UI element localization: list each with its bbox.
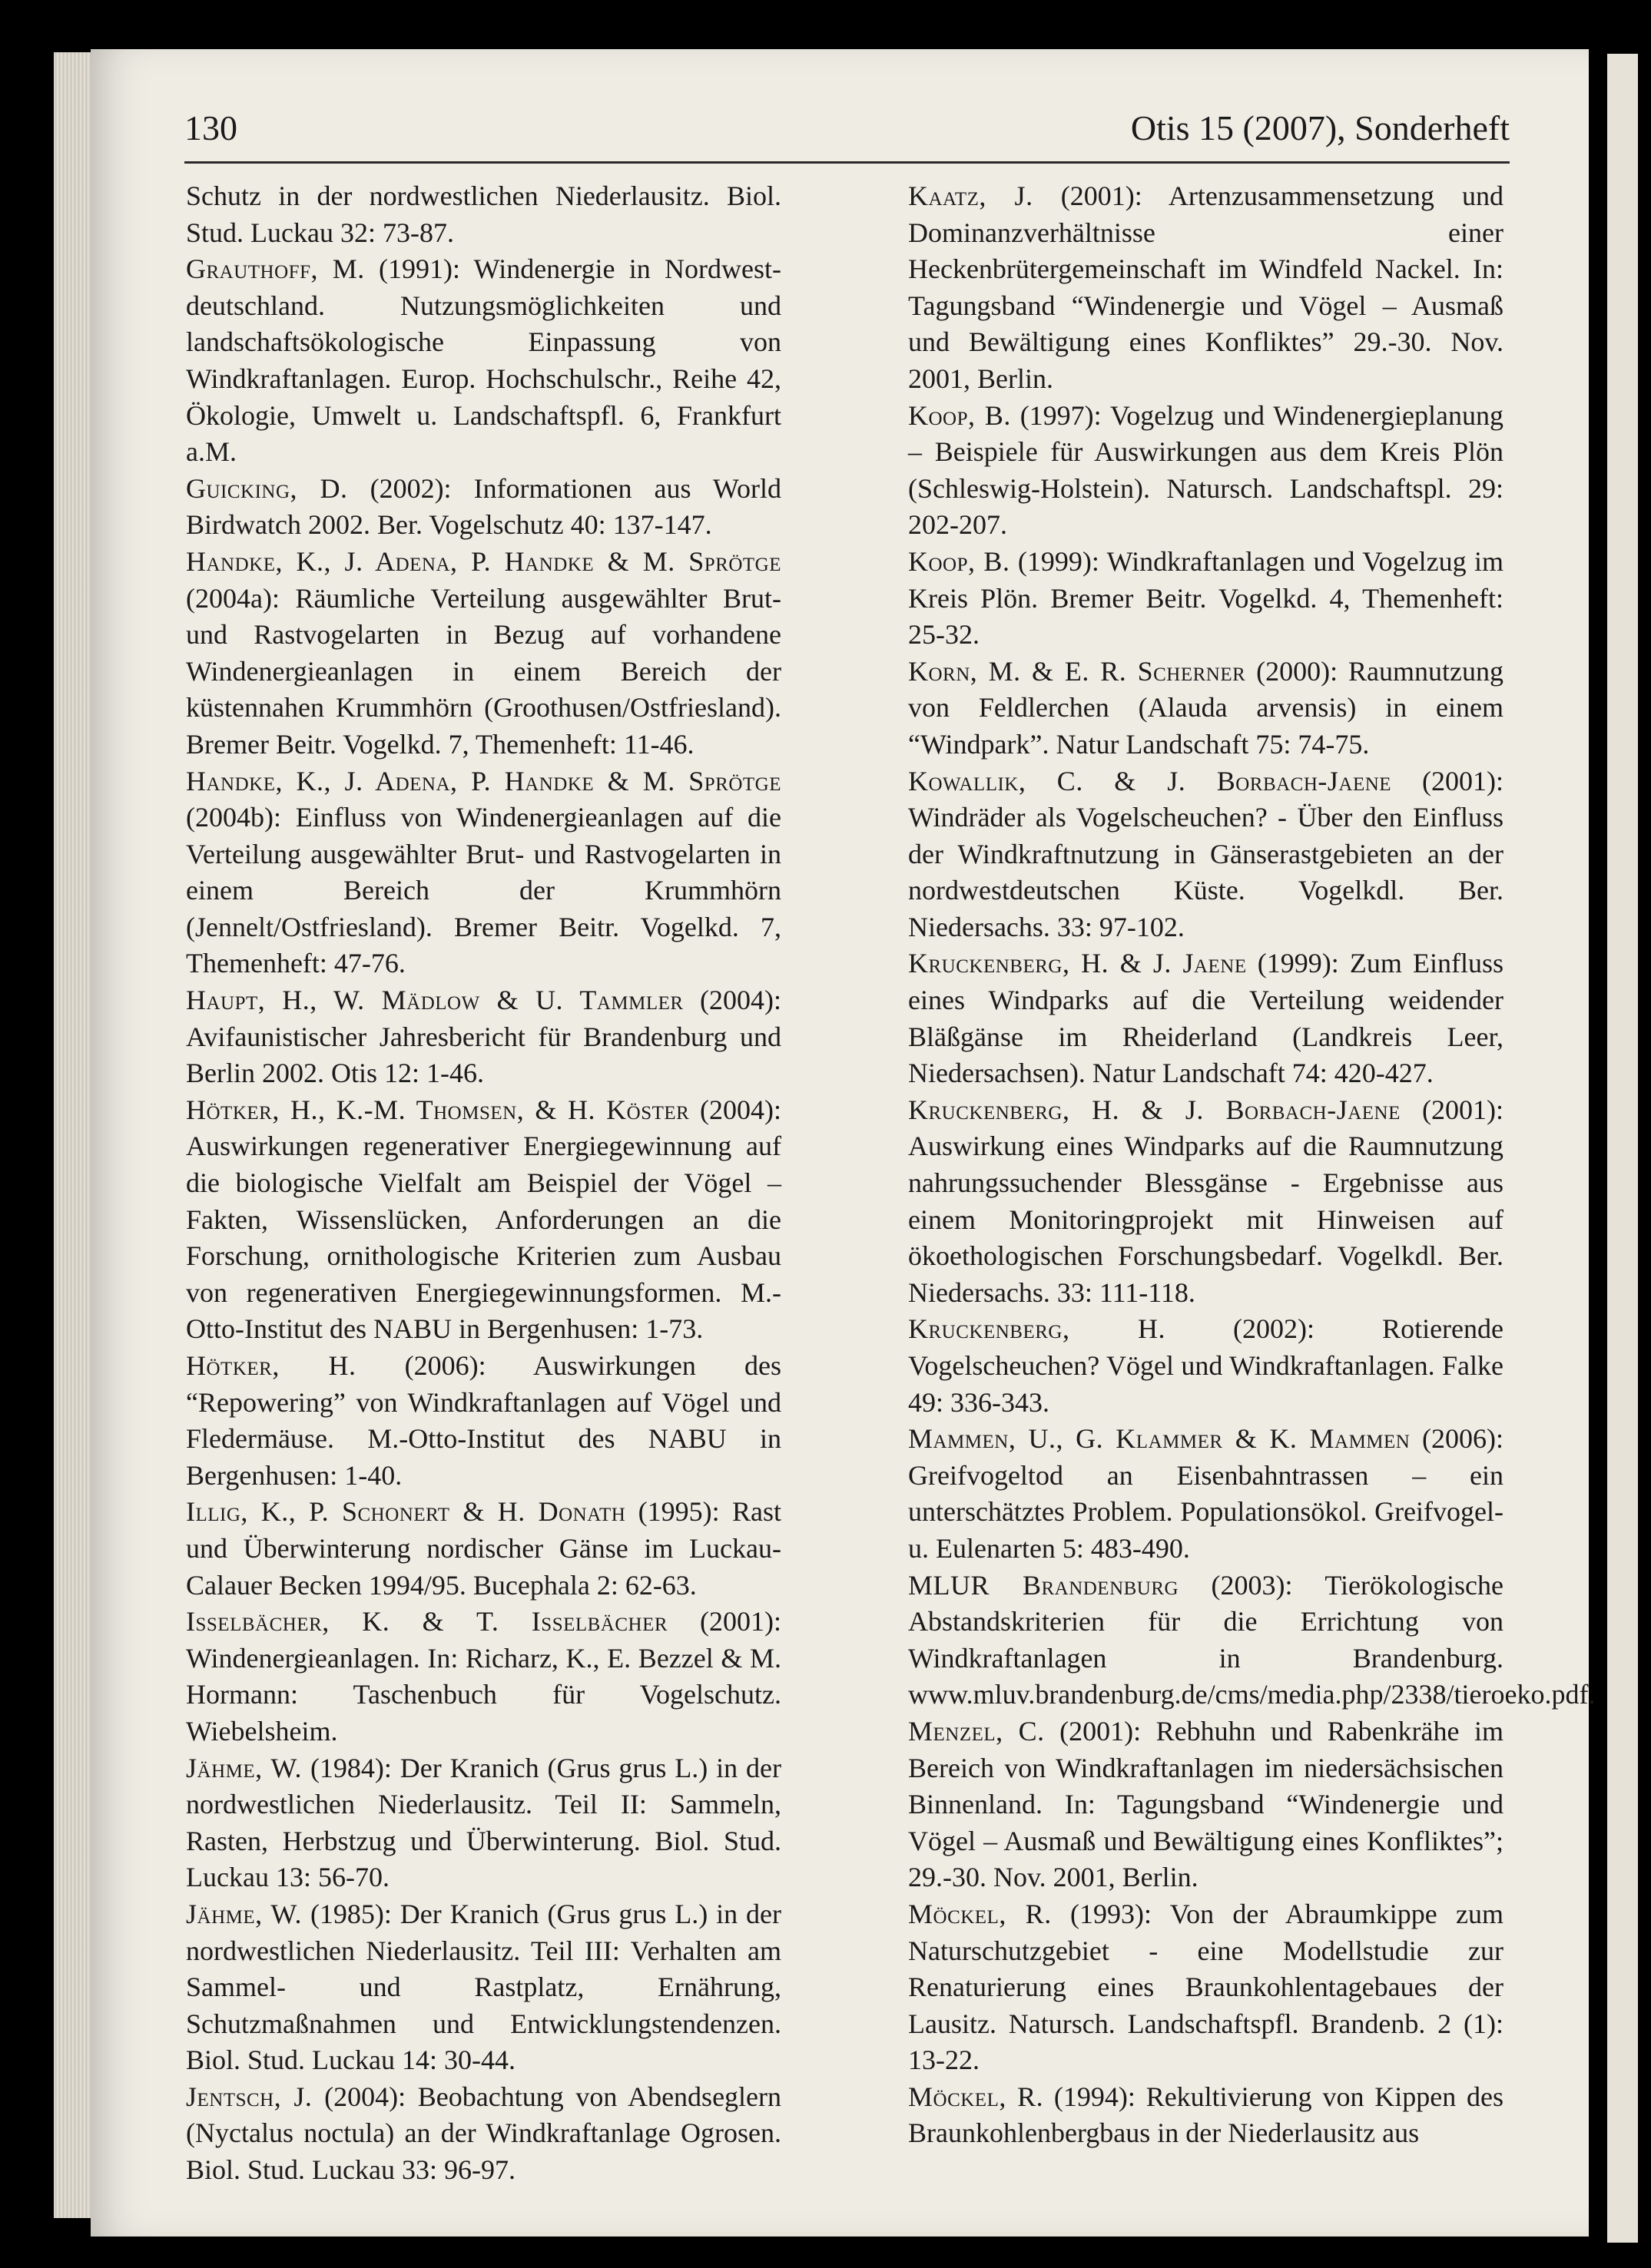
reference-entry <box>908 1311 1503 1421</box>
reference-entry <box>186 1348 781 1494</box>
reference-entry <box>908 654 1503 763</box>
reference-text: (2001): Rebhuhn und Rabenkrähe im Bereich von Windkraftanlagen im niedersächsischen Binnenland. In: Tagungsband “Windenergie und Vögel – Ausmaß und Bewältigung eines Konfliktes”; 29.-30. Nov. 2001, Berlin. <box>908 1715 1503 1893</box>
reference-text: (2000): Raumnutzung von Feldlerchen (Alauda arvensis) in einem “Windpark”. Natur Landschaft 75: 74-75. <box>908 655 1503 760</box>
left-column-references <box>186 178 781 2189</box>
reference-entry <box>186 1092 781 1348</box>
reference-author: Jähme, W. <box>186 1752 303 1783</box>
reference-author: Jentsch, J. <box>186 2081 313 2112</box>
reference-entry <box>186 2079 781 2189</box>
reference-entry <box>908 1896 1503 2079</box>
reference-entry <box>908 945 1503 1091</box>
page-number: 130 <box>184 108 237 147</box>
reference-entry <box>186 1750 781 1896</box>
reference-entry <box>186 1604 781 1750</box>
reference-text: (1997): Vogelzug und Windenergieplanung – Beispiele für Auswirkungen aus dem Kreis Plön (Schleswig-Holstein). Natursch. Landschaftspl. 29: 202-207. <box>908 399 1503 541</box>
reference-text: (2004b): Einfluss von Windenergieanlagen auf die Verteilung ausgewählter Brut- und Rastvogelarten in einem Bereich der Krummhörn (Jennelt/Ostfriesland). Bremer Beitr. Vogelkd. 7, Themenheft: 47-76. <box>186 802 781 979</box>
reference-author: Grauthoff, M. <box>186 253 365 285</box>
reference-text: (1999): Windkraftanlagen und Vogelzug im Kreis Plön. Bremer Beitr. Vogelkd. 4, Themenheft: 25-32. <box>908 545 1503 651</box>
reference-entry <box>908 178 1503 398</box>
reference-text: (2001): Windenergieanlagen. In: Richarz, K., E. Bezzel & M. Hormann: Taschenbuch für Vogelschutz. Wiebelsheim. <box>186 1606 781 1747</box>
reference-author: Handke, K., J. Adena, P. Handke & M. Sprötge <box>186 765 781 796</box>
reference-text: (2001): Auswirkung eines Windparks auf die Raumnutzung nahrungssuchender Blessgänse - Ergebnisse aus einem Monitoringprojekt mit Hinweisen auf ökoethologischen Forschungsbedarf. Vogelkdl. Ber. Niedersachs. 33: 111-118. <box>908 1094 1503 1308</box>
reference-entry <box>908 544 1503 654</box>
reference-author: Jähme, W. <box>186 1898 303 1929</box>
reference-author: Koop, B. <box>908 399 1011 431</box>
reference-author: Korn, M. & E. R. Scherner <box>908 655 1246 687</box>
reference-text: (1991): Windenergie in Nordwest-deutschland. Nutzungsmöglichkeiten und landschaftsökologische Einpassung von Windkraftanlagen. Europ. Hochschulschr., Reihe 42, Ökologie, Umwelt u. Landschaftspfl. 6, Frankfurt a.M. <box>186 253 781 468</box>
reference-author: Isselbächer, K. & T. Isselbächer <box>186 1606 668 1637</box>
reference-author: Kruckenberg, H. & J. Jaene <box>908 948 1247 979</box>
reference-entry <box>186 178 781 251</box>
reference-entry <box>186 471 781 544</box>
right-column-references <box>908 178 1596 2152</box>
reference-text: (2002): Rotierende Vogelscheuchen? Vögel und Windkraftanlagen. Falke 49: 336-343. <box>908 1313 1503 1418</box>
reference-entry <box>908 763 1503 946</box>
reference-author: Guicking, D. <box>186 472 348 504</box>
reference-author: Möckel, R. <box>908 2081 1044 2112</box>
reference-author: Kruckenberg, H. & J. Borbach-Jaene <box>908 1094 1401 1125</box>
reference-text: Schutz in der nordwestlichen Niederlausitz. Biol. Stud. Luckau 32: 73-87. <box>186 180 781 248</box>
reference-text: (1985): Der Kranich (Grus grus L.) in der nordwestlichen Niederlausitz. Teil III: Verhalten am Sammel- und Rastplatz, Ernährung, Schutzmaßnahmen und Entwicklungstendenzen. Biol. Stud. Luckau 14: 30-44. <box>186 1898 781 2076</box>
reference-entry <box>908 1092 1503 1312</box>
reference-entry <box>186 763 781 983</box>
reference-author: Menzel, C. <box>908 1715 1045 1747</box>
reference-entry <box>908 1713 1503 1896</box>
reference-author: Möckel, R. <box>908 1898 1052 1929</box>
reference-text: (2004): Beobachtung von Abendseglern (Nyctalus noctula) an der Windkraftanlage Ogrosen. Biol. Stud. Luckau 33: 96-97. <box>186 2081 782 2186</box>
reference-author: Kruckenberg, H. <box>908 1313 1165 1345</box>
reference-text: (1993): Von der Abraumkippe zum Naturschutzgebiet - eine Modellstudie zur Renaturierung eines Braunkohlentagebaues der Lausitz. Natursch. Landschaftspfl. Brandenb. 2 (1): 13-22. <box>908 1898 1504 2076</box>
running-head: Otis 15 (2007), Sonderheft <box>1130 108 1510 147</box>
reference-author: Mammen, U., G. Klammer & K. Mammen <box>908 1423 1411 1455</box>
reference-text: (2006): Greifvogeltod an Eisenbahntrassen – ein unterschätztes Problem. Populationsökol. Greifvogel- u. Eulenarten 5: 483-490. <box>908 1423 1503 1564</box>
reference-entry <box>186 1896 781 2079</box>
reference-text: (2001): Windräder als Vogelscheuchen? - Über den Einfluss der Windkraftnutzung in Gänserastgebieten an der nordwestdeutschen Küste. Vogelkdl. Ber. Niedersachs. 33: 97-102. <box>908 765 1503 942</box>
reference-entry <box>186 982 781 1092</box>
reference-author: Handke, K., J. Adena, P. Handke & M. Sprötge <box>186 545 781 577</box>
facing-page-edge <box>1607 54 1638 2243</box>
reference-entry <box>908 398 1503 544</box>
reference-entry <box>186 251 781 471</box>
reference-text: (2003): Tierökologische Abstandskriterien für die Errichtung von Windkraftanlagen in Brandenburg. www.mluv.brandenburg.de/cms/media.php/2338/tieroeko.pdf. <box>908 1569 1596 1710</box>
reference-author: Hötker, H., K.-M. Thomsen, & H. Köster <box>186 1094 690 1125</box>
reference-text: (1999): Zum Einfluss eines Windparks auf die Verteilung weidender Bläßgänse im Rheiderland (Landkreis Leer, Niedersachsen). Natur Landschaft 74: 420-427. <box>908 948 1503 1089</box>
reference-author: Koop, B. <box>908 545 1010 577</box>
reference-author: Illig, K., P. Schonert & H. Donath <box>186 1496 626 1528</box>
reference-text: (2001): Artenzusammensetzung und Dominanzverhältnisse einer Heckenbrütergemeinschaft im Windfeld Nackel. In: Tagungsband “Windenergie und Vögel – Ausmaß und Bewältigung eines Konfliktes” 29.-30. Nov. 2001, Berlin. <box>908 180 1503 394</box>
reference-text: (1995): Rast und Überwinterung nordischer Gänse im Luckau-Calauer Becken 1994/95. Bucephala 2: 62-63. <box>186 1496 782 1601</box>
reference-entry <box>186 544 781 763</box>
reference-text: (2004a): Räumliche Verteilung ausgewählter Brut- und Rastvogelarten in Bezug auf vorhandene Windenergieanlagen in einem Bereich der küstennahen Krummhörn (Groothusen/Ostfriesland). Bremer Beitr. Vogelkd. 7, Themenheft: 11-46. <box>186 582 781 760</box>
reference-text: (1994): Rekultivierung von Kippen des Braunkohlenbergbaus in der Niederlausitz aus <box>908 2081 1503 2149</box>
reference-author: Kowallik, C. & J. Borbach-Jaene <box>908 765 1392 796</box>
reference-entry <box>908 1568 1596 1713</box>
reference-entry <box>908 1421 1503 1567</box>
reference-author: Hötker, H. <box>186 1350 356 1381</box>
page-header <box>184 108 1510 164</box>
reference-text: (2004): Auswirkungen regenerativer Energiegewinnung auf die biologische Vielfalt am Beispiel der Vögel – Fakten, Wissenslücken, Anforderungen an die Forschung, ornithologische Kriterien zum Ausbau von regenerativen Energiegewinnungsformen. M.-Otto-Institut des NABU in Bergenhusen: 1-73. <box>186 1094 781 1345</box>
reference-text: (2002): Informationen aus World Birdwatch 2002. Ber. Vogelschutz 40: 137-147. <box>186 472 781 541</box>
reference-text: (2006): Auswirkungen des “Repowering” von Windkraftanlagen auf Vögel und Fledermäuse. M.-Otto-Institut des NABU in Bergenhusen: 1-40. <box>186 1350 781 1491</box>
reference-author: MLUR Brandenburg <box>908 1569 1179 1601</box>
reference-text: (1984): Der Kranich (Grus grus L.) in der nordwestlichen Niederlausitz. Teil II: Sammeln, Rasten, Herbstzug und Überwinterung. Biol. Stud. Luckau 13: 56-70. <box>186 1752 781 1893</box>
reference-entry <box>908 2079 1503 2152</box>
reference-text: (2004): Avifaunistischer Jahresbericht für Brandenburg und Berlin 2002. Otis 12: 1-46. <box>186 985 781 1089</box>
reference-author: Kaatz, J. <box>908 180 1033 211</box>
reference-entry <box>186 1494 781 1604</box>
reference-author: Haupt, H., W. Mädlow & U. Tammler <box>186 985 684 1016</box>
